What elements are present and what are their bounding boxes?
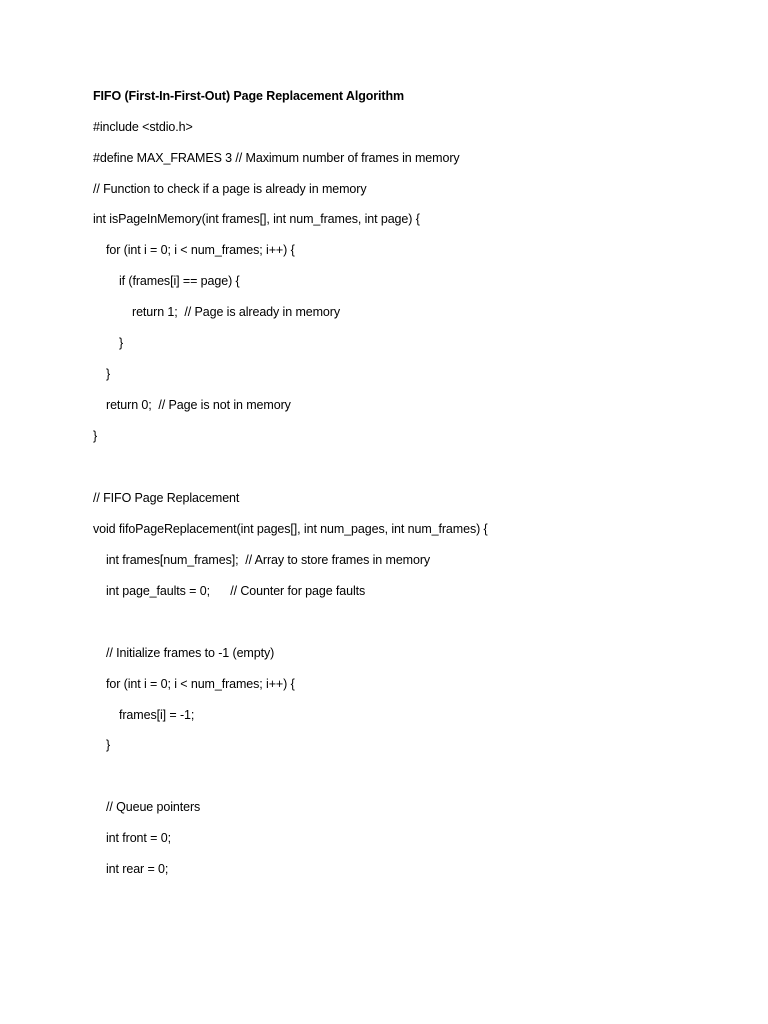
code-line: int page_faults = 0; // Counter for page faults <box>106 584 366 598</box>
code-line: // Queue pointers <box>106 800 201 814</box>
code-line: // FIFO Page Replacement <box>93 491 240 505</box>
code-line: for (int i = 0; i < num_frames; i++) { <box>106 677 295 691</box>
document-title: FIFO (First-In-First-Out) Page Replacement Algorithm <box>93 89 405 103</box>
code-line: } <box>93 429 98 443</box>
code-line: void fifoPageReplacement(int pages[], int num_pages, int num_frames) { <box>93 522 488 536</box>
code-line: frames[i] = -1; <box>119 708 195 722</box>
code-line: } <box>119 336 124 350</box>
code-line: return 0; // Page is not in memory <box>106 398 291 412</box>
code-line: } <box>106 367 111 381</box>
code-line: int frames[num_frames]; // Array to store frames in memory <box>106 553 431 567</box>
code-line: if (frames[i] == page) { <box>119 274 240 288</box>
code-line: int rear = 0; <box>106 862 169 876</box>
code-line: int front = 0; <box>106 831 171 845</box>
code-line: #include <stdio.h> <box>93 120 193 134</box>
code-line: return 1; // Page is already in memory <box>132 305 340 319</box>
code-line: // Function to check if a page is already in memory <box>93 182 367 196</box>
code-line: for (int i = 0; i < num_frames; i++) { <box>106 243 295 257</box>
code-line: int isPageInMemory(int frames[], int num_frames, int page) { <box>93 212 420 226</box>
code-line: #define MAX_FRAMES 3 // Maximum number of frames in memory <box>93 151 460 165</box>
code-line: // Initialize frames to -1 (empty) <box>106 646 275 660</box>
code-line: } <box>106 738 111 752</box>
